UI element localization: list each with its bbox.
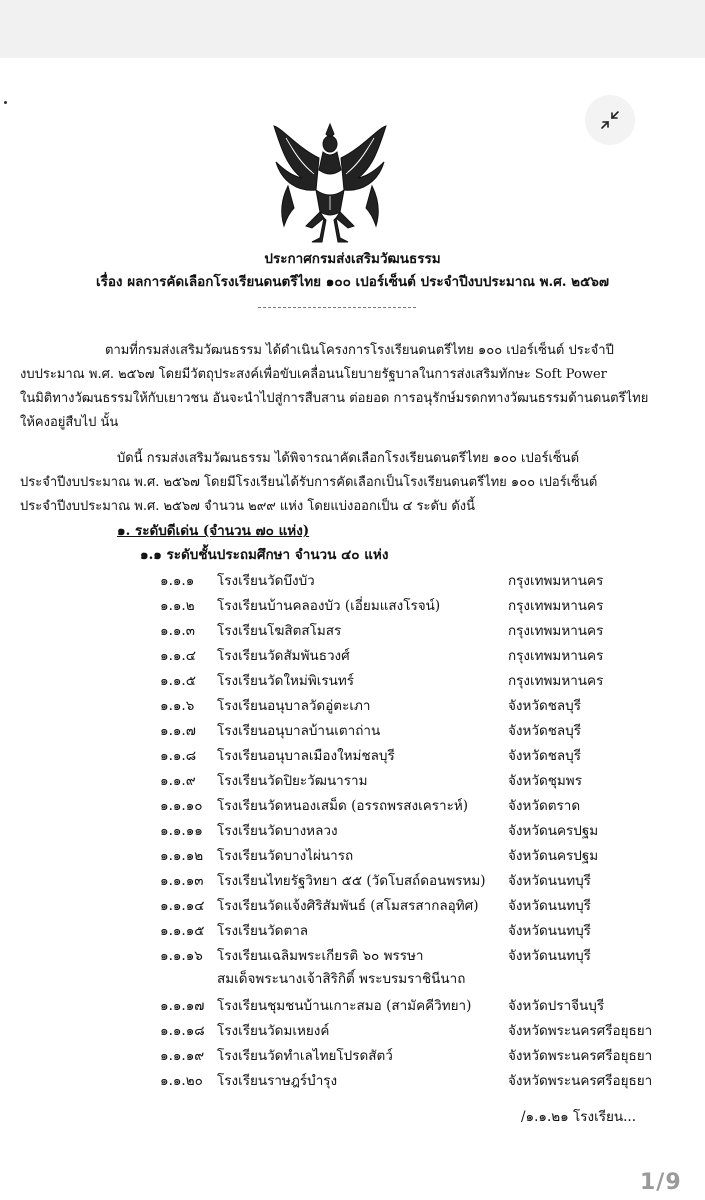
- paragraph1-line: งบประมาณ พ.ศ. ๒๕๖๗ โดยมีวัตถุประสงค์เพื่อขับเคลื่อนนโยบายรัฐบาลในการส่งเสริมทักษะ Soft Power: [20, 367, 607, 382]
- school-province: จังหวัดตราด: [508, 798, 581, 814]
- school-province: จังหวัดพระนครศรีอยุธยา: [508, 1023, 653, 1039]
- school-name: โรงเรียนเฉลิมพระเกียรติ ๖๐ พรรษา: [217, 948, 424, 964]
- school-province: จังหวัดนนทบุรี: [508, 948, 591, 964]
- school-number: ๑.๑.๑๗: [160, 998, 205, 1014]
- school-name: โรงเรียนวัดปิยะวัฒนาราม: [217, 773, 368, 789]
- document-title: ประกาศกรมส่งเสริมวัฒนธรรม: [264, 251, 441, 267]
- garuda-emblem: [268, 118, 392, 246]
- school-number: ๑.๑.๑๕: [160, 923, 205, 939]
- school-province: กรุงเทพมหานคร: [508, 623, 604, 639]
- paragraph1-line: ในมิติทางวัฒนธรรมให้กับเยาวชน อันจะนำไปสู่การสืบสาน ต่อยอด การอนุรักษ์มรดกทางวัฒนธรรมด้านดนตรีไทย: [20, 391, 649, 406]
- school-province: จังหวัดนครปฐม: [508, 823, 599, 839]
- school-name: โรงเรียนวัดสัมพันธวงศ์: [217, 648, 350, 664]
- paragraph2-line: บัดนี้ กรมส่งเสริมวัฒนธรรม ได้พิจารณาคัดเลือกโรงเรียนดนตรีไทย ๑๐๐ เปอร์เซ็นต์: [117, 451, 580, 466]
- school-number: ๑.๑.๓: [160, 623, 195, 639]
- continuation-note: /๑.๑.๒๑ โรงเรียน...: [521, 1109, 637, 1125]
- school-province: กรุงเทพมหานคร: [508, 598, 604, 614]
- paragraph1-line: ตามที่กรมส่งเสริมวัฒนธรรม ได้ดำเนินโครงการโรงเรียนดนตรีไทย ๑๐๐ เปอร์เซ็นต์ ประจำปี: [105, 343, 614, 358]
- school-name: โรงเรียนวัดหนองเสม็ด (อรรถพรสงเคราะห์): [217, 798, 469, 814]
- school-province: จังหวัดชุมพร: [508, 773, 582, 789]
- title-divider: [258, 307, 416, 308]
- school-province: จังหวัดนนทบุรี: [508, 898, 591, 914]
- school-province: จังหวัดนนทบุรี: [508, 923, 591, 939]
- school-number: ๑.๑.๑๔: [160, 898, 205, 914]
- school-province: จังหวัดนครปฐม: [508, 848, 599, 864]
- school-number: ๑.๑.๙: [160, 773, 196, 789]
- school-number: ๑.๑.๑๖: [160, 948, 203, 964]
- document-subject: เรื่อง ผลการคัดเลือกโรงเรียนดนตรีไทย ๑๐๐ เปอร์เซ็นต์ ประจำปีงบประมาณ พ.ศ. ๒๕๖๗: [95, 274, 610, 290]
- school-name: โรงเรียนวัดบางหลวง: [217, 823, 338, 839]
- school-number: ๑.๑.๔: [160, 648, 196, 664]
- school-province: กรุงเทพมหานคร: [508, 673, 604, 689]
- level-1-1-heading: ๑.๑ ระดับชั้นประถมศึกษา จำนวน ๔๐ แห่ง: [140, 547, 389, 563]
- page-indicator: 1/9: [640, 1170, 682, 1195]
- school-number: ๑.๑.๑๑: [160, 823, 203, 839]
- collapse-button[interactable]: [585, 95, 635, 145]
- collapse-arrows-icon: [599, 109, 621, 131]
- school-province: จังหวัดชลบุรี: [508, 698, 582, 714]
- school-name: โรงเรียนไทยรัฐวิทยา ๕๕ (วัดโบสถ์ดอนพรหม): [217, 873, 486, 889]
- school-name: โรงเรียนวัดแจ้งศิริสัมพันธ์ (สโมสรสากลอุทิศ): [217, 898, 479, 914]
- school-name: โรงเรียนอนุบาลบ้านเตาถ่าน: [217, 723, 381, 739]
- school-number: ๑.๑.๗: [160, 723, 196, 739]
- school-number: ๑.๑.๑๙: [160, 1048, 205, 1064]
- school-province: กรุงเทพมหานคร: [508, 648, 604, 664]
- school-name-line2: สมเด็จพระนางเจ้าสิริกิติ์ พระบรมราชินีนาถ: [217, 971, 466, 987]
- paragraph2-line: ประจำปีงบประมาณ พ.ศ. ๒๕๖๗ จำนวน ๒๙๙ แห่ง โดยแบ่งออกเป็น ๔ ระดับ ดังนี้: [20, 499, 476, 514]
- viewer-top-bar: [0, 0, 705, 58]
- school-number: ๑.๑.๘: [160, 748, 197, 764]
- school-name: โรงเรียนวัดทำเลไทยโปรดสัตว์: [217, 1048, 393, 1064]
- paragraph2-line: ประจำปีงบประมาณ พ.ศ. ๒๕๖๗ โดยมีโรงเรียนได้รับการคัดเลือกเป็นโรงเรียนดนตรีไทย ๑๐๐ เปอร์เซ็นต์: [20, 475, 598, 490]
- school-number: ๑.๑.๒: [160, 598, 195, 614]
- school-name: โรงเรียนอนุบาลวัดอู่ตะเภา: [217, 698, 371, 714]
- school-name: โรงเรียนวัดบึงบัว: [217, 573, 315, 589]
- school-name: โรงเรียนวัดใหม่พิเรนทร์: [217, 673, 354, 689]
- school-province: จังหวัดชลบุรี: [508, 723, 582, 739]
- school-number: ๑.๑.๑๓: [160, 873, 204, 889]
- school-province: จังหวัดพระนครศรีอยุธยา: [508, 1048, 653, 1064]
- level-1-heading: ๑. ระดับดีเด่น (จำนวน ๗๐ แห่ง): [117, 523, 310, 539]
- school-number: ๑.๑.๑: [160, 573, 195, 589]
- school-name: โรงเรียนวัดตาล: [217, 923, 309, 939]
- school-name: โรงเรียนโฆสิตสโมสร: [217, 623, 342, 639]
- school-name: โรงเรียนชุมชนบ้านเกาะสมอ (สามัคคีวิทยา): [217, 998, 472, 1014]
- school-name: โรงเรียนวัดบางไผ่นารถ: [217, 848, 354, 864]
- school-number: ๑.๑.๑๒: [160, 848, 204, 864]
- school-name: โรงเรียนบ้านคลองบัว (เอี่ยมแสงโรจน์): [217, 598, 441, 614]
- school-province: จังหวัดนนทบุรี: [508, 873, 591, 889]
- school-province: จังหวัดชลบุรี: [508, 748, 582, 764]
- school-name: โรงเรียนวัดมเหยงค์: [217, 1023, 330, 1039]
- school-number: ๑.๑.๖: [160, 698, 195, 714]
- school-province: จังหวัดพระนครศรีอยุธยา: [508, 1073, 653, 1089]
- school-number: ๑.๑.๑๘: [160, 1023, 205, 1039]
- school-number: ๑.๑.๕: [160, 673, 196, 689]
- paragraph1-line: ให้คงอยู่สืบไป นั้น: [20, 415, 119, 430]
- school-name: โรงเรียนราษฎร์บำรุง: [217, 1073, 338, 1089]
- school-province: กรุงเทพมหานคร: [508, 573, 604, 589]
- school-number: ๑.๑.๒๐: [160, 1073, 203, 1089]
- school-name: โรงเรียนอนุบาลเมืองใหม่ชลบุรี: [217, 748, 395, 764]
- school-province: จังหวัดปราจีนบุรี: [508, 998, 605, 1014]
- school-number: ๑.๑.๑๐: [160, 798, 203, 814]
- scan-speck: [4, 101, 7, 104]
